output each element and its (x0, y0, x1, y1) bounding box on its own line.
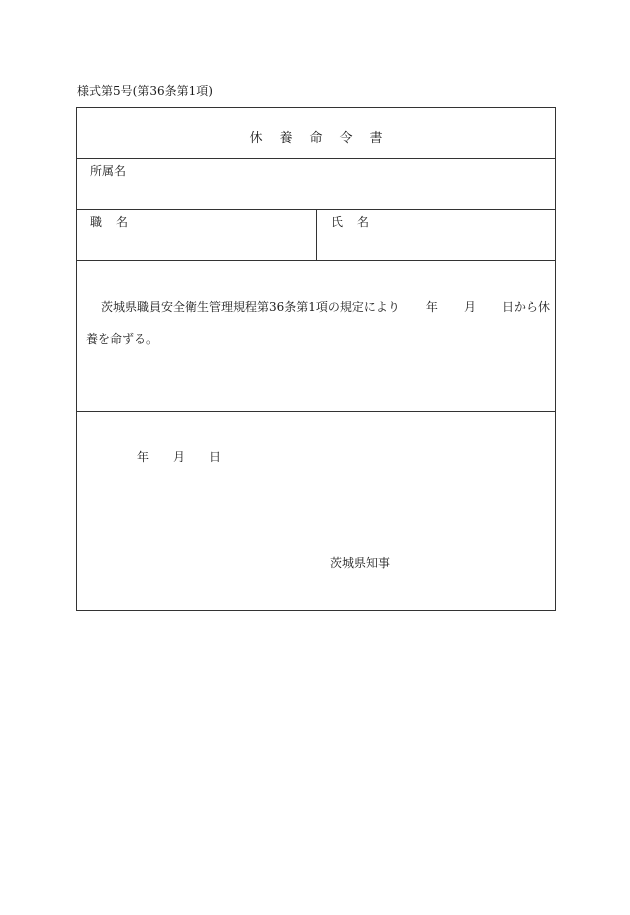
order-text-row (77, 261, 555, 412)
form-title: 休養命令書 (249, 131, 400, 146)
issue-day-unit: 日 (209, 450, 222, 464)
issue-year-unit: 年 (137, 450, 150, 464)
post-label: 職名 (90, 215, 143, 229)
order-text-part2: 日から休 (501, 300, 550, 314)
order-year-unit: 年 (425, 300, 438, 314)
order-text (86, 291, 550, 355)
department-row (77, 159, 555, 210)
department-label: 所属名 (90, 164, 127, 178)
order-month-unit: 月 (463, 300, 476, 314)
signer-title: 茨城県知事 (330, 556, 391, 570)
order-text-line2: 養を命ずる。 (86, 332, 159, 346)
rest-order-form (76, 107, 556, 611)
issue-month-unit: 月 (173, 450, 186, 464)
form-number-label: 様式第5号(第36条第1項) (77, 84, 213, 98)
post-name-row (77, 210, 555, 261)
column-divider (316, 210, 317, 260)
issue-date (137, 448, 221, 465)
title-row (77, 108, 555, 159)
order-text-part1: 茨城県職員安全衛生管理規程第36条第1項の規定により (101, 300, 400, 314)
name-label: 氏名 (331, 215, 384, 229)
signature-row (77, 412, 555, 610)
